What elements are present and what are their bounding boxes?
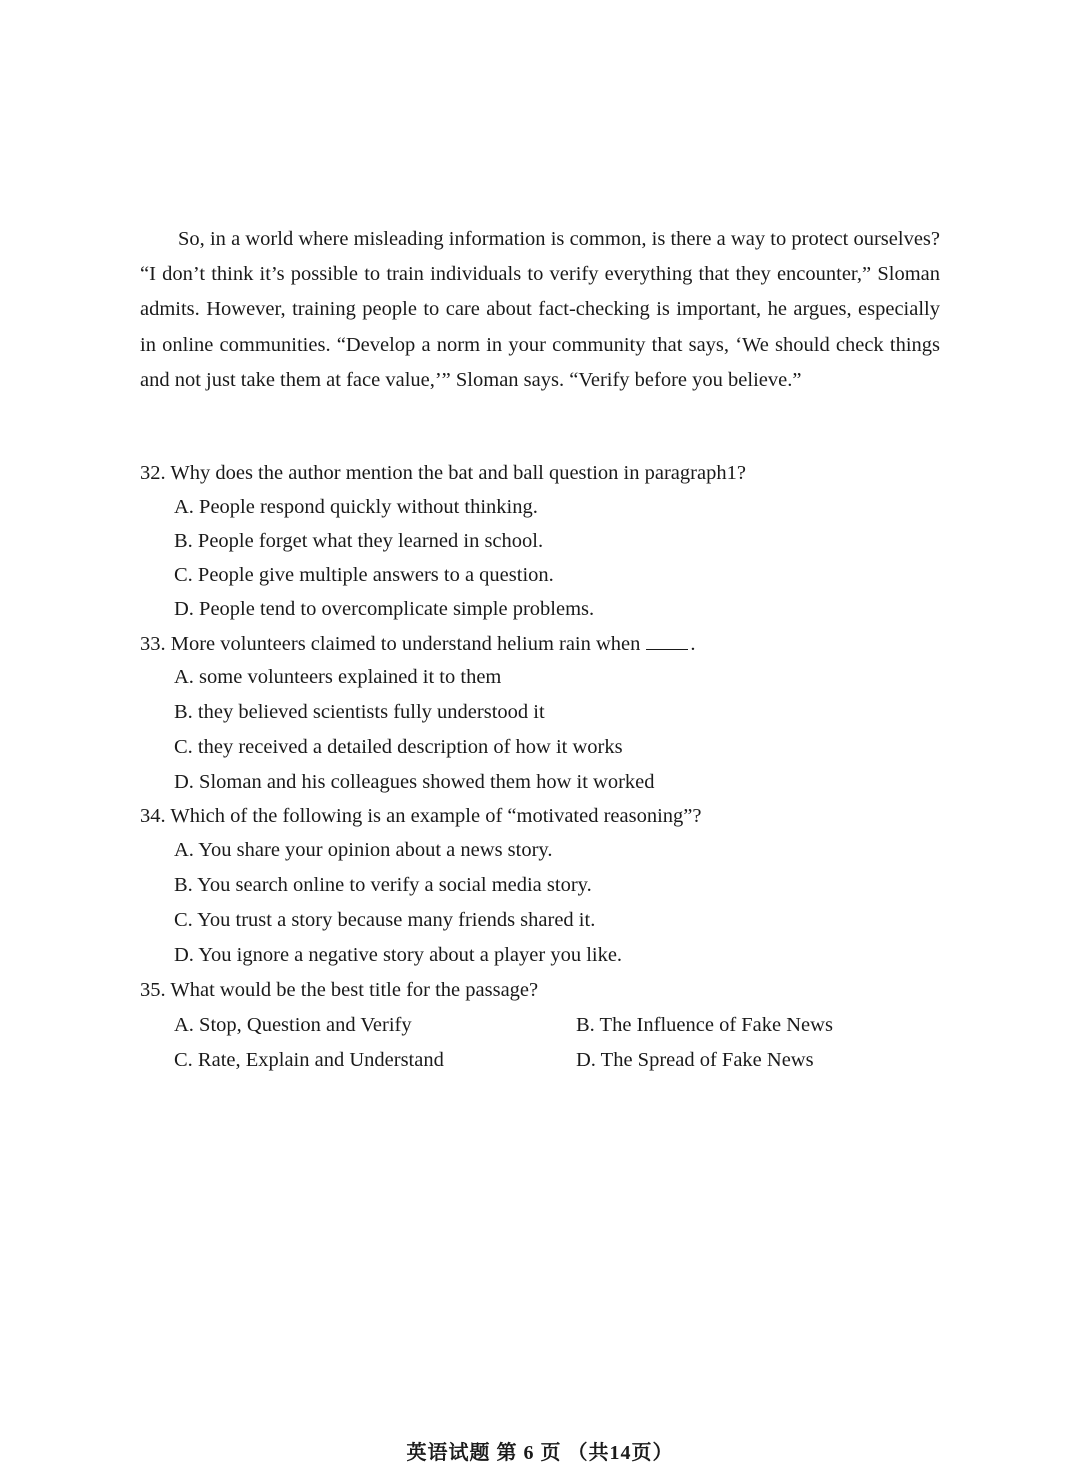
- option-d: D. People tend to overcomplicate simple problems.: [174, 598, 595, 620]
- option-d: D. Sloman and his colleagues showed them how it worked: [174, 771, 655, 793]
- question-stem-text: 33. More volunteers claimed to understand helium rain when: [140, 633, 641, 655]
- question-stem: 32. Why does the author mention the bat and ball question in paragraph1?: [140, 462, 746, 484]
- option-d: D. You ignore a negative story about a player you like.: [174, 944, 623, 966]
- question-stem-end: .: [690, 633, 696, 655]
- question-stem: 34. Which of the following is an example of “motivated reasoning”?: [140, 805, 702, 827]
- question-stem: 35. What would be the best title for the passage?: [140, 979, 539, 1001]
- option-b: B. People forget what they learned in school.: [174, 530, 544, 552]
- question-stem: [140, 632, 696, 656]
- option-c: C. they received a detailed description of how it works: [174, 736, 623, 758]
- option-d: D. The Spread of Fake News: [576, 1049, 814, 1071]
- option-c: C. People give multiple answers to a question.: [174, 564, 554, 586]
- page-footer: 英语试题 第 6 页 （共14页）: [406, 1442, 674, 1464]
- passage-paragraph: So, in a world where misleading information is common, is there a way to protect ourselves? “I don’t think it’s possible to train individuals to verify everything that they encounter,” Sloman admits. However, training people to care about fact-checking is important, he argues, especially in online communities. “Develop a norm in your community that says, ‘We should check things and not just take them at face value,’” Sloman says. “Verify before you believe.”: [140, 228, 940, 391]
- option-c: C. Rate, Explain and Understand: [174, 1049, 444, 1071]
- option-b: B. You search online to verify a social media story.: [174, 874, 592, 896]
- option-b: B. they believed scientists fully understood it: [174, 701, 545, 723]
- option-a: A. You share your opinion about a news story.: [174, 839, 553, 861]
- option-b: B. The Influence of Fake News: [576, 1014, 833, 1036]
- option-c: C. You trust a story because many friends shared it.: [174, 909, 596, 931]
- option-a: A. People respond quickly without thinking.: [174, 496, 538, 518]
- option-a: A. some volunteers explained it to them: [174, 666, 502, 688]
- answer-blank: [646, 632, 688, 650]
- option-a: A. Stop, Question and Verify: [174, 1014, 412, 1036]
